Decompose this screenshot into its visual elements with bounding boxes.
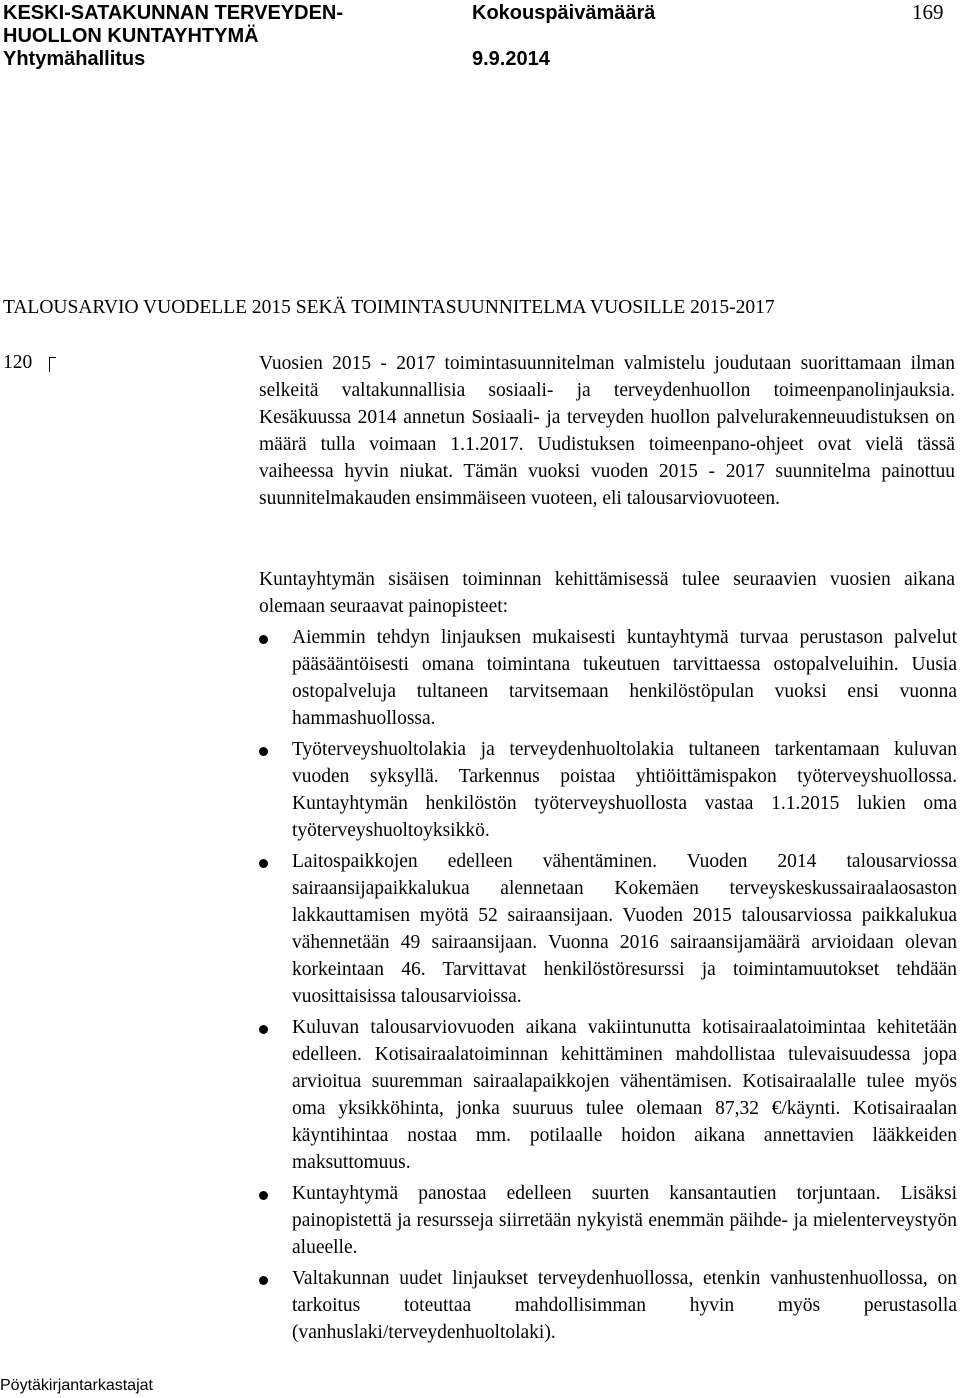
intro-paragraph: Vuosien 2015 - 2017 toimintasuunnitelman valmistelu joudutaan suorittamaan ilman selkeitä valtakunnallisia sosiaali- ja terveydenhuollon toimeenpanolinjauksia. Kesäkuussa 2014 annetun Sosiaali- ja terveyden huollon palvelurakenneuudistuksen on määrä tulla voimaan 1.1.2017. Uudistuksen toimeenpano-ohjeet ovat vielä tässä vaiheessa hyvin niukat. Tämän vuoksi vuoden 2015 - 2017 suunnitelma painottuu suunnitelmakauden ensimmäiseen vuoteen, eli talousarviovuoteen.	[259, 353, 955, 509]
bullet-icon	[259, 859, 268, 868]
meeting-date: 9.9.2014	[472, 48, 550, 70]
bullet-icon	[259, 1191, 268, 1200]
bullet-icon	[259, 635, 268, 644]
date-label: Kokouspäivämäärä	[472, 2, 656, 24]
org-name-line2: HUOLLON KUNTAYHTYMÄ	[3, 25, 259, 47]
meeting-body: Yhtymähallitus	[3, 48, 146, 70]
page-number: 169	[912, 0, 944, 24]
list-item: Työterveyshuoltolakia ja terveydenhuoltolakia tultaneen tarkentamaan kuluvan vuoden syksyllä. Tarkennus poistaa yhtiöittämispakon työterveyshuollossa. Kuntayhtymän henkilöstön työterveyshuollosta vastaa 1.1.2015 lukien oma työterveyshuoltoyksikkö.	[259, 737, 957, 845]
priorities-intro: Kuntayhtymän sisäisen toiminnan kehittämisessä tulee seuraavien vuosien aikana olemaan seuraavat painopisteet:	[259, 569, 955, 617]
list-item: Laitospaikkojen edelleen vähentäminen. Vuoden 2014 talousarviossa sairaansijapaikkalukua alennetaan Kokemäen terveyskeskussairaalaosaston lakkauttamisen myötä 52 sairaansijaan. Vuoden 2015 talousarviossa paikkalukua vähennetään 49 sairaansijaan. Vuonna 2016 sairaansijamäärä arvioidaan olevan korkeintaan 46. Tarvittavat henkilöstöresurssi ja toimintamuutokset tehdään vuosittaisissa talousarvioissa.	[259, 849, 957, 1010]
priority-list	[259, 625, 957, 1352]
list-item: Valtakunnan uudet linjaukset terveydenhuollossa, etenkin vanhustenhuollossa, on tarkoitus toteuttaa mahdollisimman hyvin myös perustasolla (vanhuslaki/terveydenhuoltolaki).	[259, 1266, 957, 1347]
list-item: Kuntayhtymä panostaa edelleen suurten kansantautien torjuntaan. Lisäksi painopistettä ja resursseja siirretään nykyistä enemmän päihde- ja mielenterveystyön alueelle.	[259, 1181, 957, 1262]
bullet-icon	[259, 1276, 268, 1285]
paragraph-anchor-mark	[49, 357, 56, 372]
bullet-icon	[259, 747, 268, 756]
bullet-icon	[259, 1025, 268, 1034]
footer-signatories-label: Pöytäkirjantarkastajat	[0, 1377, 153, 1394]
item-number: 120	[3, 352, 33, 373]
list-item: Kuluvan talousarviovuoden aikana vakiintunutta kotisairaalatoimintaa kehitetään edelleen. Kotisairaalatoiminnan kehittäminen mahdollistaa tulevaisuudessa jopa arvioitua suuremman sairaalapaikkojen vähentämisen. Kotisairaalalle tulee myös oma yksikköhinta, jonka suuruus tulee olemaan 87,32 €/käynti. Kotisairaalan käyntihintaa nostaa mm. potilaalle hoidon aikana annettavien lääkkeiden maksuttomuus.	[259, 1015, 957, 1176]
list-item: Aiemmin tehdyn linjauksen mukaisesti kuntayhtymä turvaa perustason palvelut pääsääntöisesti omana toimintana tukeutuen tarvittaessa ostopalveluihin. Uusia ostopalveluja tultaneen tarvitsemaan henkilöstöpulan vuoksi ensi vuonna hammashuollossa.	[259, 625, 957, 733]
org-name-line1: KESKI-SATAKUNNAN TERVEYDEN-	[3, 2, 344, 24]
section-heading: TALOUSARVIO VUODELLE 2015 SEKÄ TOIMINTASUUNNITELMA VUOSILLE 2015-2017	[3, 297, 775, 318]
